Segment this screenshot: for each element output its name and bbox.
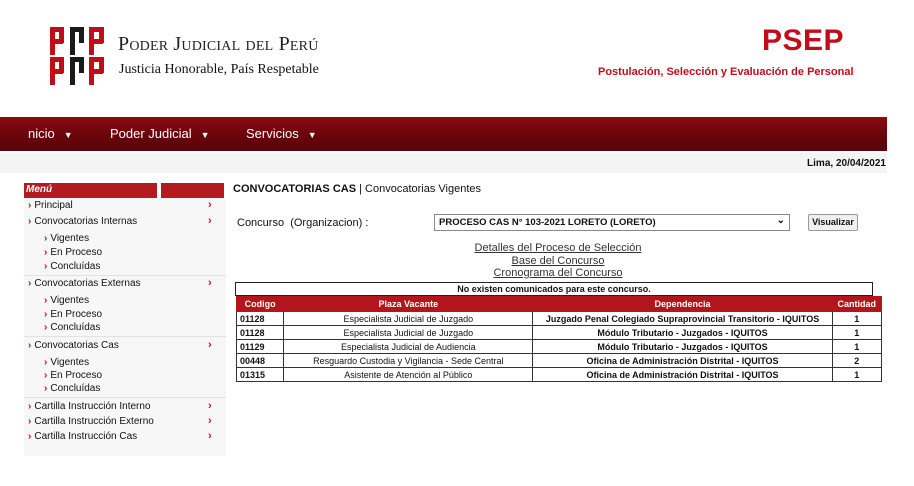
brand-title: Poder Judicial del Perú [118, 33, 319, 55]
cell-plaza: Especialista Judicial de Audiencia [284, 340, 533, 354]
link-base-concurso[interactable]: Base del Concurso [511, 255, 605, 267]
column-header-codigo: Codigo [237, 297, 284, 312]
chevron-down-icon: ▼ [307, 130, 317, 140]
table-header-row [237, 297, 882, 312]
bullet-icon: › [44, 357, 48, 368]
bullet-icon: › [28, 340, 32, 351]
cell-codigo: 01129 [237, 340, 284, 354]
cell-codigo: 00448 [237, 354, 284, 368]
menu-header [24, 183, 224, 198]
psep-logo: PSEP [762, 24, 845, 57]
sidebar-item-cartilla-cas[interactable]: › Cartilla Instrucción Cas [28, 431, 138, 442]
divider [24, 336, 226, 337]
chevron-right-icon: › [208, 400, 212, 412]
nav-servicios[interactable]: Servicios ▼ [246, 126, 317, 141]
sidebar-item-principal[interactable]: › Principal [28, 200, 73, 211]
concurso-select[interactable]: PROCESO CAS N° 103-2021 LORETO (LORETO) ⌄ [434, 214, 790, 231]
current-date: Lima, 20/04/2021 [807, 158, 886, 169]
sidebar-item-cartilla-externo[interactable]: › Cartilla Instrucción Externo [28, 416, 154, 427]
link-detalles-proceso[interactable]: Detalles del Proceso de Selección [474, 242, 642, 254]
cell-cantidad: 1 [832, 368, 881, 382]
bullet-icon: › [44, 309, 48, 320]
psep-tagline: Postulación, Selección y Evaluación de Personal [598, 66, 854, 78]
cell-cantidad: 1 [832, 340, 881, 354]
sidebar-item-convocatorias-cas[interactable]: › Convocatorias Cas [28, 340, 119, 351]
bullet-icon: › [44, 247, 48, 258]
date-bar [0, 153, 887, 173]
main-navbar [0, 117, 887, 151]
nav-poder-judicial[interactable]: Poder Judicial ▼ [110, 126, 210, 141]
chevron-right-icon: › [208, 199, 212, 211]
sidebar-item-convocatorias-externas[interactable]: › Convocatorias Externas [28, 278, 141, 289]
bullet-icon: › [44, 383, 48, 394]
cell-dependencia: Oficina de Administración Distrital - IQUITOS [533, 354, 832, 368]
table-row [237, 326, 882, 340]
chevron-right-icon: › [208, 277, 212, 289]
cell-dependencia: Módulo Tributario - Juzgados - IQUITOS [533, 326, 832, 340]
cell-cantidad: 1 [832, 326, 881, 340]
divider [24, 397, 226, 398]
nav-inicio[interactable]: nicio ▼ [28, 126, 73, 141]
bullet-icon: › [28, 200, 32, 211]
menu-title: Menú [26, 184, 53, 195]
column-header-dependencia: Dependencia [533, 297, 832, 312]
cell-codigo: 01128 [237, 326, 284, 340]
page-title: CONVOCATORIAS CAS | Convocatorias Vigentes [233, 183, 482, 195]
cell-cantidad: 2 [832, 354, 881, 368]
cell-dependencia: Juzgado Penal Colegiado Supraprovincial Transitorio - IQUITOS [533, 312, 832, 326]
bullet-icon: › [44, 261, 48, 272]
chevron-down-icon: ▼ [63, 130, 73, 140]
bullet-icon: › [44, 322, 48, 333]
sidebar-subitem-en-proceso[interactable]: › En Proceso [44, 370, 103, 381]
chevron-right-icon: › [208, 415, 212, 427]
chevron-right-icon: › [208, 430, 212, 442]
cell-plaza: Especialista Judicial de Juzgado [284, 312, 533, 326]
cell-plaza: Asistente de Atención al Público [284, 368, 533, 382]
cell-cantidad: 1 [832, 312, 881, 326]
table-row [237, 312, 882, 326]
sidebar-subitem-concluidas[interactable]: › Concluídas [44, 261, 101, 272]
bullet-icon: › [44, 370, 48, 381]
table-row [237, 340, 882, 354]
sidebar-subitem-vigentes[interactable]: › Vigentes [44, 233, 90, 244]
sidebar-item-cartilla-interno[interactable]: › Cartilla Instrucción Interno [28, 401, 151, 412]
notice-message: No existen comunicados para este concurso. [235, 282, 873, 296]
cell-dependencia: Oficina de Administración Distrital - IQUITOS [533, 368, 832, 382]
sidebar-subitem-concluidas[interactable]: › Concluídas [44, 383, 101, 394]
sidebar-subitem-concluidas[interactable]: › Concluídas [44, 322, 101, 333]
cell-dependencia: Módulo Tributario - Juzgados - IQUITOS [533, 340, 832, 354]
bullet-icon: › [44, 233, 48, 244]
sidebar-subitem-vigentes[interactable]: › Vigentes [44, 295, 90, 306]
bullet-icon: › [28, 431, 32, 442]
cell-plaza: Especialista Judicial de Juzgado [284, 326, 533, 340]
divider [24, 275, 226, 276]
column-header-cantidad: Cantidad [832, 297, 881, 312]
link-cronograma[interactable]: Cronograma del Concurso [493, 267, 623, 279]
sidebar-item-convocatorias-internas[interactable]: › Convocatorias Internas [28, 216, 138, 227]
chevron-right-icon: › [208, 215, 212, 227]
cell-codigo: 01128 [237, 312, 284, 326]
brand-tagline: Justicia Honorable, País Respetable [119, 62, 319, 77]
sidebar-subitem-en-proceso[interactable]: › En Proceso [44, 247, 103, 258]
bullet-icon: › [28, 278, 32, 289]
poder-judicial-logo-icon [50, 27, 108, 85]
sidebar-subitem-vigentes[interactable]: › Vigentes [44, 357, 90, 368]
chevron-down-icon: ▼ [200, 130, 210, 140]
table-row [237, 368, 882, 382]
chevron-down-icon: ⌄ [776, 215, 785, 226]
cell-codigo: 01315 [237, 368, 284, 382]
bullet-icon: › [28, 416, 32, 427]
bullet-icon: › [28, 401, 32, 412]
bullet-icon: › [28, 216, 32, 227]
vacancies-table [236, 296, 882, 382]
table-row [237, 354, 882, 368]
bullet-icon: › [44, 295, 48, 306]
sidebar-subitem-en-proceso[interactable]: › En Proceso [44, 309, 103, 320]
chevron-right-icon: › [208, 339, 212, 351]
cell-plaza: Resguardo Custodia y Vigilancia - Sede Central [284, 354, 533, 368]
concurso-label: Concurso (Organizacion) : [237, 217, 369, 229]
column-header-plaza: Plaza Vacante [284, 297, 533, 312]
visualizar-button[interactable]: Visualizar [808, 214, 858, 231]
